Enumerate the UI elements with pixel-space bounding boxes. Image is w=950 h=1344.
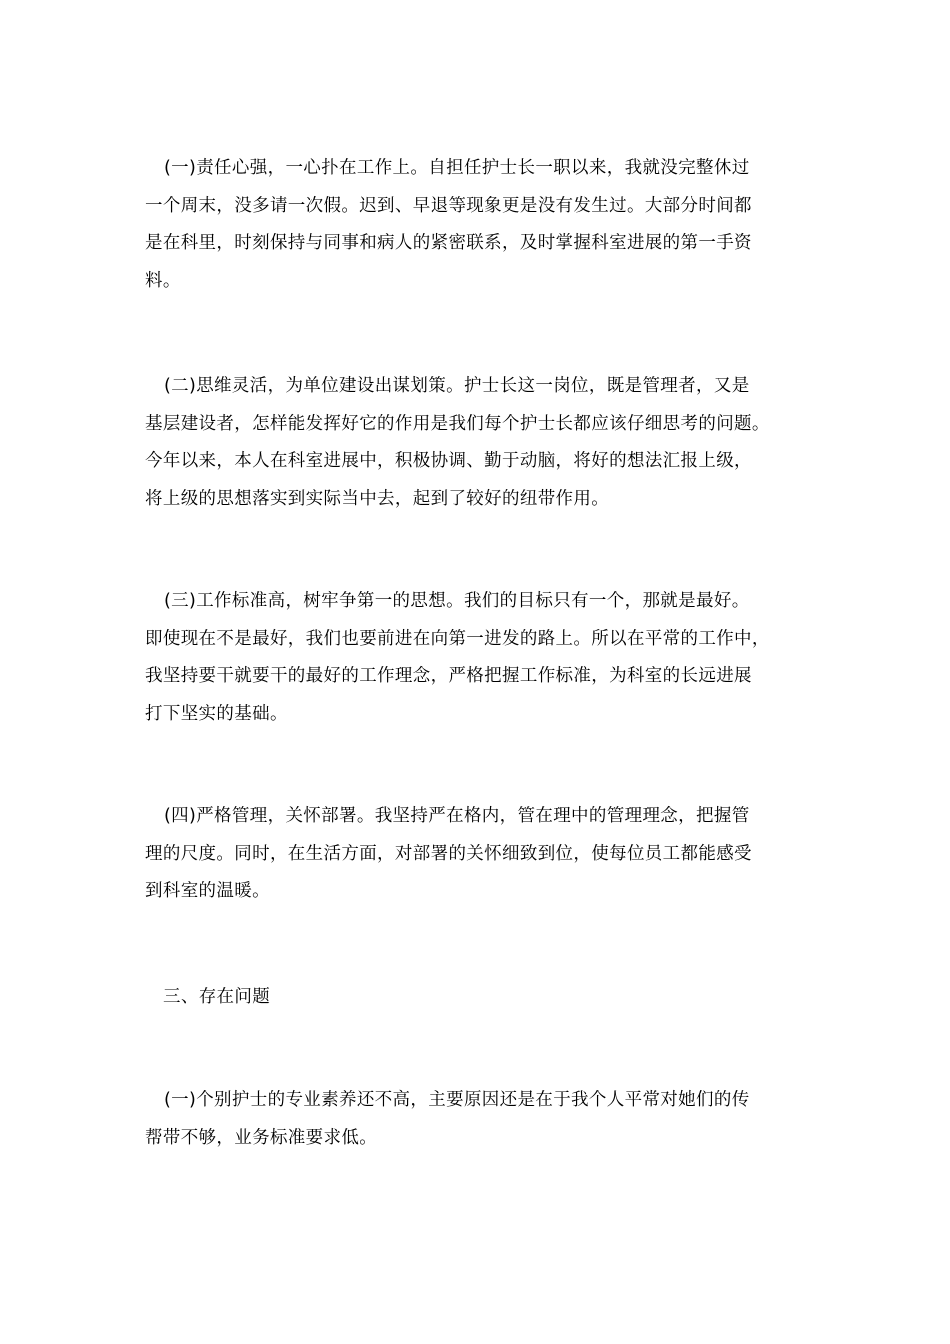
paragraph-line: 理的尺度。同时，在生活方面，对部署的关怀细致到位，使每位员工都能感受 (145, 843, 752, 864)
paragraph-problem-training (145, 1082, 805, 1157)
paragraph-line: 即使现在不是最好，我们也要前进在向第一进发的路上。所以在平常的工作中， (145, 628, 770, 649)
paragraph-line: 基层建设者，怎样能发挥好它的作用是我们每个护士长都应该仔细思考的问题。 (145, 413, 770, 434)
paragraph-line: 料。 (145, 270, 181, 291)
paragraph-line: 到科室的温暖。 (145, 881, 270, 901)
paragraph-line: (四)严格管理，关怀部署。我坚持严在格内，管在理中的管理理念，把握管 (164, 806, 750, 826)
paragraph-line: 帮带不够，业务标准要求低。 (145, 1127, 378, 1148)
paragraph-line: 打下坚实的基础。 (145, 703, 288, 724)
paragraph-line: (三)工作标准高，树牢争第一的思想。我们的目标只有一个，那就是最好。 (164, 591, 750, 611)
paragraph-responsibility (145, 150, 805, 300)
section-heading: 三、存在问题 (163, 987, 271, 1007)
paragraph-line: 将上级的思想落实到实际当中去，起到了较好的纽带作用。 (145, 488, 610, 509)
paragraph-line: (一)责任心强，一心扑在工作上。自担任护士长一职以来，我就没完整休过 (164, 158, 750, 178)
paragraph-line: 是在科里，时刻保持与同事和病人的紧密联系，及时掌握科室进展的第一手资 (145, 233, 752, 253)
paragraph-line: 我坚持要干就要干的最好的工作理念，严格把握工作标准，为科室的长远进展 (145, 666, 752, 686)
paragraph-line: 一个周末，没多请一次假。迟到、早退等现象更是没有发生过。大部分时间都 (145, 195, 752, 216)
paragraph-line: 今年以来，本人在科室进展中，积极协调、勤于动脑，将好的想法汇报上级， (145, 451, 752, 471)
paragraph-high-standards (145, 583, 805, 733)
paragraph-line: (二)思维灵活，为单位建设出谋划策。护士长这一岗位，既是管理者，又是 (164, 376, 750, 396)
paragraph-strict-management (145, 798, 805, 911)
paragraph-flexible-thinking (145, 368, 805, 518)
paragraph-line: (一)个别护士的专业素养还不高，主要原因还是在于我个人平常对她们的传 (164, 1090, 750, 1110)
